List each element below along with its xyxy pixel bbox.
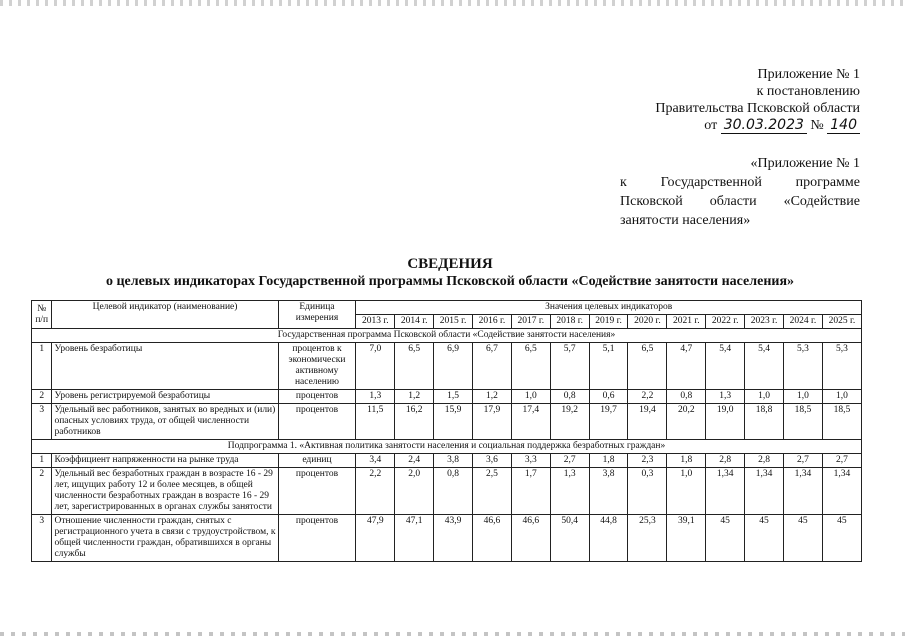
value-cell: 20,2 (667, 404, 706, 440)
value-cell: 17,9 (472, 404, 511, 440)
value-cell: 4,7 (667, 343, 706, 390)
value-cell: 45 (706, 515, 745, 562)
unit-cell: единиц (278, 454, 356, 468)
value-cell: 1,0 (783, 390, 822, 404)
value-cell: 7,0 (356, 343, 395, 390)
indicator-name: Коэффициент напряженности на рынке труда (52, 454, 278, 468)
value-cell: 17,4 (511, 404, 550, 440)
value-cell: 45 (745, 515, 784, 562)
header-year: 2016 г. (472, 315, 511, 329)
appendix-program-title: «Приложение № 1 (750, 156, 860, 171)
value-cell: 1,0 (745, 390, 784, 404)
value-cell: 5,7 (550, 343, 589, 390)
row-number: 2 (32, 468, 52, 515)
appendix-title: Приложение № 1 (757, 67, 860, 82)
value-cell: 1,34 (822, 468, 861, 515)
header-year: 2025 г. (822, 315, 861, 329)
value-cell: 1,34 (783, 468, 822, 515)
value-cell: 45 (822, 515, 861, 562)
value-cell: 1,2 (472, 390, 511, 404)
value-cell: 19,4 (628, 404, 667, 440)
value-cell: 19,2 (550, 404, 589, 440)
value-cell: 1,0 (667, 468, 706, 515)
value-cell: 2,7 (550, 454, 589, 468)
header-year: 2018 г. (550, 315, 589, 329)
indicator-name: Отношение численности граждан, снятых с регистрационного учета в связи с трудоустройством, к общей численности граждан, обратившихся в органы службы (52, 515, 278, 562)
section-title: Подпрограмма 1. «Активная политика занятости населения и социальная поддержка безработных граждан» (32, 440, 862, 454)
row-number: 3 (32, 404, 52, 440)
section-row (32, 440, 862, 454)
scan-edge-bottom (0, 632, 905, 636)
value-cell: 3,8 (589, 468, 628, 515)
value-cell: 6,5 (628, 343, 667, 390)
value-cell: 1,8 (667, 454, 706, 468)
value-cell: 47,9 (356, 515, 395, 562)
value-cell: 1,5 (434, 390, 473, 404)
header-year: 2015 г. (434, 315, 473, 329)
value-cell: 11,5 (356, 404, 395, 440)
row-number: 1 (32, 343, 52, 390)
value-cell: 43,9 (434, 515, 473, 562)
value-cell: 0,6 (589, 390, 628, 404)
header-unit: Единица измерения (278, 301, 356, 329)
appendix-to-resolution: к постановлению (756, 84, 860, 99)
value-cell: 18,8 (745, 404, 784, 440)
value-cell: 18,5 (783, 404, 822, 440)
value-cell: 5,4 (706, 343, 745, 390)
date-prefix: от (704, 118, 718, 133)
header-year: 2024 г. (783, 315, 822, 329)
number-prefix: № (810, 118, 824, 133)
value-cell: 3,3 (511, 454, 550, 468)
value-cell: 1,0 (822, 390, 861, 404)
value-cell: 3,8 (434, 454, 473, 468)
unit-cell: процентов (278, 468, 356, 515)
header-values-group: Значения целевых индикаторов (356, 301, 862, 315)
value-cell: 47,1 (395, 515, 434, 562)
value-cell: 0,8 (434, 468, 473, 515)
scan-edge-top (0, 0, 905, 6)
table-row (32, 515, 862, 562)
indicator-name: Уровень безработицы (52, 343, 278, 390)
value-cell: 1,3 (706, 390, 745, 404)
value-cell: 2,7 (822, 454, 861, 468)
value-cell: 1,34 (745, 468, 784, 515)
section-title: Государственная программа Псковской области «Содействие занятости населения» (32, 329, 862, 343)
appendix-program-header (620, 154, 860, 230)
value-cell: 1,3 (550, 468, 589, 515)
value-cell: 0,8 (667, 390, 706, 404)
value-cell: 6,5 (395, 343, 434, 390)
header-num: № п/п (32, 301, 52, 329)
document-title: СВЕДЕНИЯ (407, 256, 493, 272)
value-cell: 0,8 (550, 390, 589, 404)
header-year: 2019 г. (589, 315, 628, 329)
section-row (32, 329, 862, 343)
value-cell: 46,6 (472, 515, 511, 562)
unit-cell: процентов (278, 404, 356, 440)
value-cell: 2,8 (706, 454, 745, 468)
header-year: 2022 г. (706, 315, 745, 329)
value-cell: 1,8 (589, 454, 628, 468)
header-year: 2017 г. (511, 315, 550, 329)
value-cell: 44,8 (589, 515, 628, 562)
value-cell: 2,7 (783, 454, 822, 468)
header-year: 2021 г. (667, 315, 706, 329)
indicators-table (31, 300, 862, 562)
appendix-header (560, 66, 860, 134)
table-row (32, 343, 862, 390)
indicator-name: Удельный вес работников, занятых во вредных и (или) опасных условиях труда, от общей численности работников (52, 404, 278, 440)
value-cell: 46,6 (511, 515, 550, 562)
value-cell: 5,4 (745, 343, 784, 390)
value-cell: 19,7 (589, 404, 628, 440)
header-indicator: Целевой индикатор (наименование) (52, 301, 278, 329)
row-number: 1 (32, 454, 52, 468)
header-year: 2023 г. (745, 315, 784, 329)
table-row (32, 404, 862, 440)
value-cell: 19,0 (706, 404, 745, 440)
value-cell: 3,4 (356, 454, 395, 468)
value-cell: 2,3 (628, 454, 667, 468)
table-row (32, 454, 862, 468)
handwritten-date: 30.03.2023 (721, 117, 807, 134)
value-cell: 3,6 (472, 454, 511, 468)
value-cell: 5,1 (589, 343, 628, 390)
value-cell: 2,5 (472, 468, 511, 515)
value-cell: 1,7 (511, 468, 550, 515)
value-cell: 16,2 (395, 404, 434, 440)
appendix-date-line (560, 117, 860, 134)
handwritten-number: 140 (827, 117, 860, 134)
value-cell: 39,1 (667, 515, 706, 562)
value-cell: 1,0 (511, 390, 550, 404)
header-year: 2013 г. (356, 315, 395, 329)
value-cell: 2,4 (395, 454, 434, 468)
value-cell: 15,9 (434, 404, 473, 440)
header-year: 2014 г. (395, 315, 434, 329)
value-cell: 5,3 (822, 343, 861, 390)
value-cell: 50,4 (550, 515, 589, 562)
header-year: 2020 г. (628, 315, 667, 329)
value-cell: 2,2 (356, 468, 395, 515)
value-cell: 45 (783, 515, 822, 562)
appendix-program-body: к Государственной программе Псковской области «Содействие занятости населения» (620, 175, 860, 228)
indicator-name: Удельный вес безработных граждан в возрасте 16 - 29 лет, ищущих работу 12 и более месяцев, в общей численности безработных граждан в возрасте 16 - 29 лет, зарегистрированных в органах службы занятости (52, 468, 278, 515)
value-cell: 2,0 (395, 468, 434, 515)
value-cell: 25,3 (628, 515, 667, 562)
appendix-government: Правительства Псковской области (655, 101, 860, 116)
table-header (32, 301, 862, 329)
value-cell: 6,9 (434, 343, 473, 390)
value-cell: 1,34 (706, 468, 745, 515)
row-number: 3 (32, 515, 52, 562)
table-row (32, 468, 862, 515)
value-cell: 1,2 (395, 390, 434, 404)
row-number: 2 (32, 390, 52, 404)
value-cell: 6,5 (511, 343, 550, 390)
value-cell: 5,3 (783, 343, 822, 390)
unit-cell: процентов к экономически активному населению (278, 343, 356, 390)
value-cell: 6,7 (472, 343, 511, 390)
unit-cell: процентов (278, 390, 356, 404)
indicator-name: Уровень регистрируемой безработицы (52, 390, 278, 404)
value-cell: 1,3 (356, 390, 395, 404)
value-cell: 2,8 (745, 454, 784, 468)
table-body (32, 329, 862, 562)
value-cell: 0,3 (628, 468, 667, 515)
table-row (32, 390, 862, 404)
value-cell: 18,5 (822, 404, 861, 440)
document-subtitle: о целевых индикаторах Государственной программы Псковской области «Содействие занятости населения» (105, 274, 795, 289)
value-cell: 2,2 (628, 390, 667, 404)
unit-cell: процентов (278, 515, 356, 562)
